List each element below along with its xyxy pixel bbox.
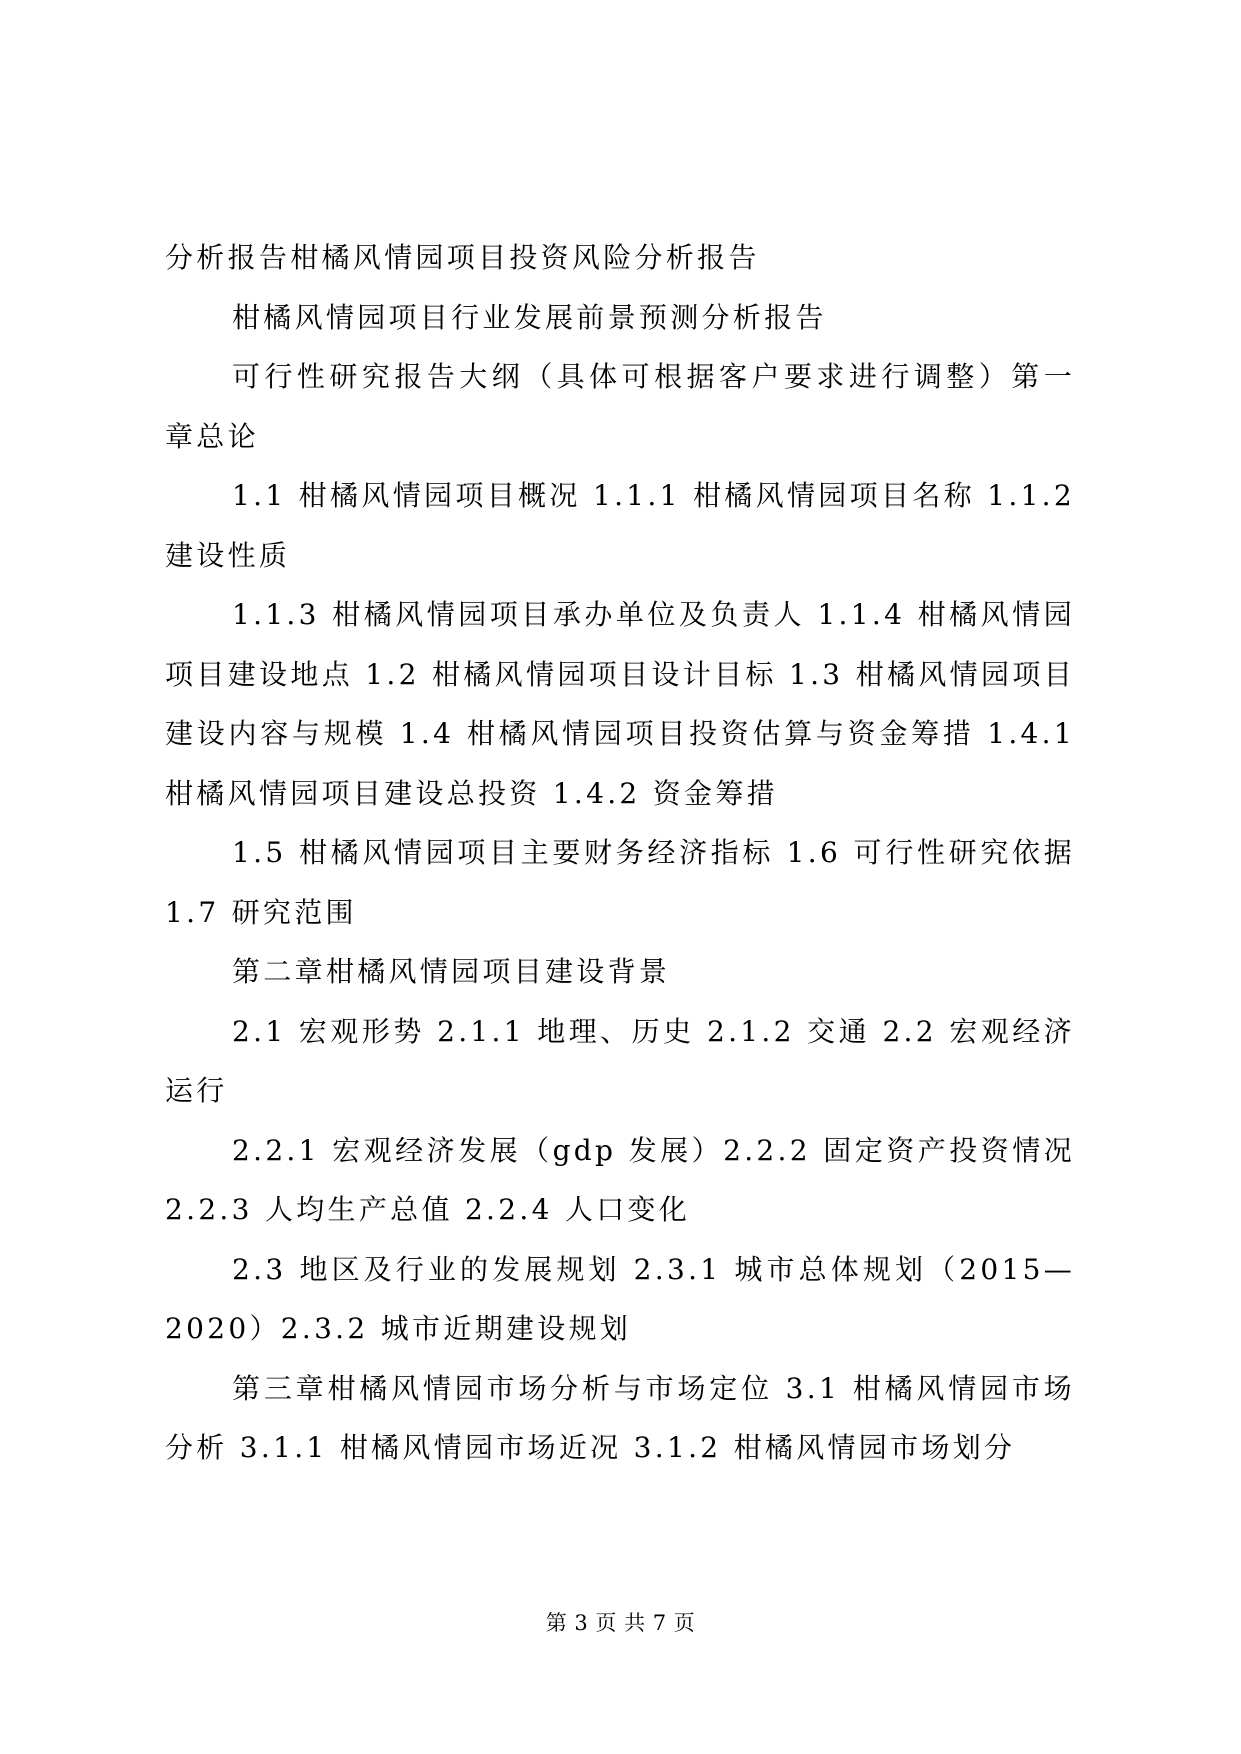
paragraph: 2.1 宏观形势 2.1.1 地理、历史 2.1.2 交通 2.2 宏观经济运行 <box>165 1014 1075 1107</box>
paragraph: 1.5 柑橘风情园项目主要财务经济指标 1.6 可行性研究依据 1.7 研究范围 <box>165 836 1075 929</box>
paragraph: 2.3 地区及行业的发展规划 2.3.1 城市总体规划（2015—2020）2.3.2 城市近期建设规划 <box>165 1252 1075 1345</box>
paragraph: 分析报告柑橘风情园项目投资风险分析报告 <box>165 241 760 274</box>
paragraph: 第三章柑橘风情园市场分析与市场定位 3.1 柑橘风情园市场分析 3.1.1 柑橘风情园市场近况 3.1.2 柑橘风情园市场划分 <box>165 1371 1075 1464</box>
paragraph: 柑橘风情园项目行业发展前景预测分析报告 <box>232 300 827 334</box>
paragraph: 1.1.3 柑橘风情园项目承办单位及负责人 1.1.4 柑橘风情园项目建设地点 1.2 柑橘风情园项目设计目标 1.3 柑橘风情园项目建设内容与规模 1.4 柑橘风情园项目投资估算与资金筹措 1.4.1 柑橘风情园项目建设总投资 1.4.2 资金筹措 <box>165 598 1075 810</box>
paragraph: 2.2.1 宏观经济发展（gdp 发展）2.2.2 固定资产投资情况 2.2.3 人均生产总值 2.2.4 人口变化 <box>165 1133 1075 1226</box>
page-number-footer: 第 3 页 共 7 页 <box>545 1611 696 1635</box>
paragraph: 1.1 柑橘风情园项目概况 1.1.1 柑橘风情园项目名称 1.1.2 建设性质 <box>165 479 1075 572</box>
paragraph: 可行性研究报告大纲（具体可根据客户要求进行调整）第一章总论 <box>165 360 1075 453</box>
document-body <box>165 228 1075 1478</box>
paragraph: 第二章柑橘风情园项目建设背景 <box>232 955 671 988</box>
